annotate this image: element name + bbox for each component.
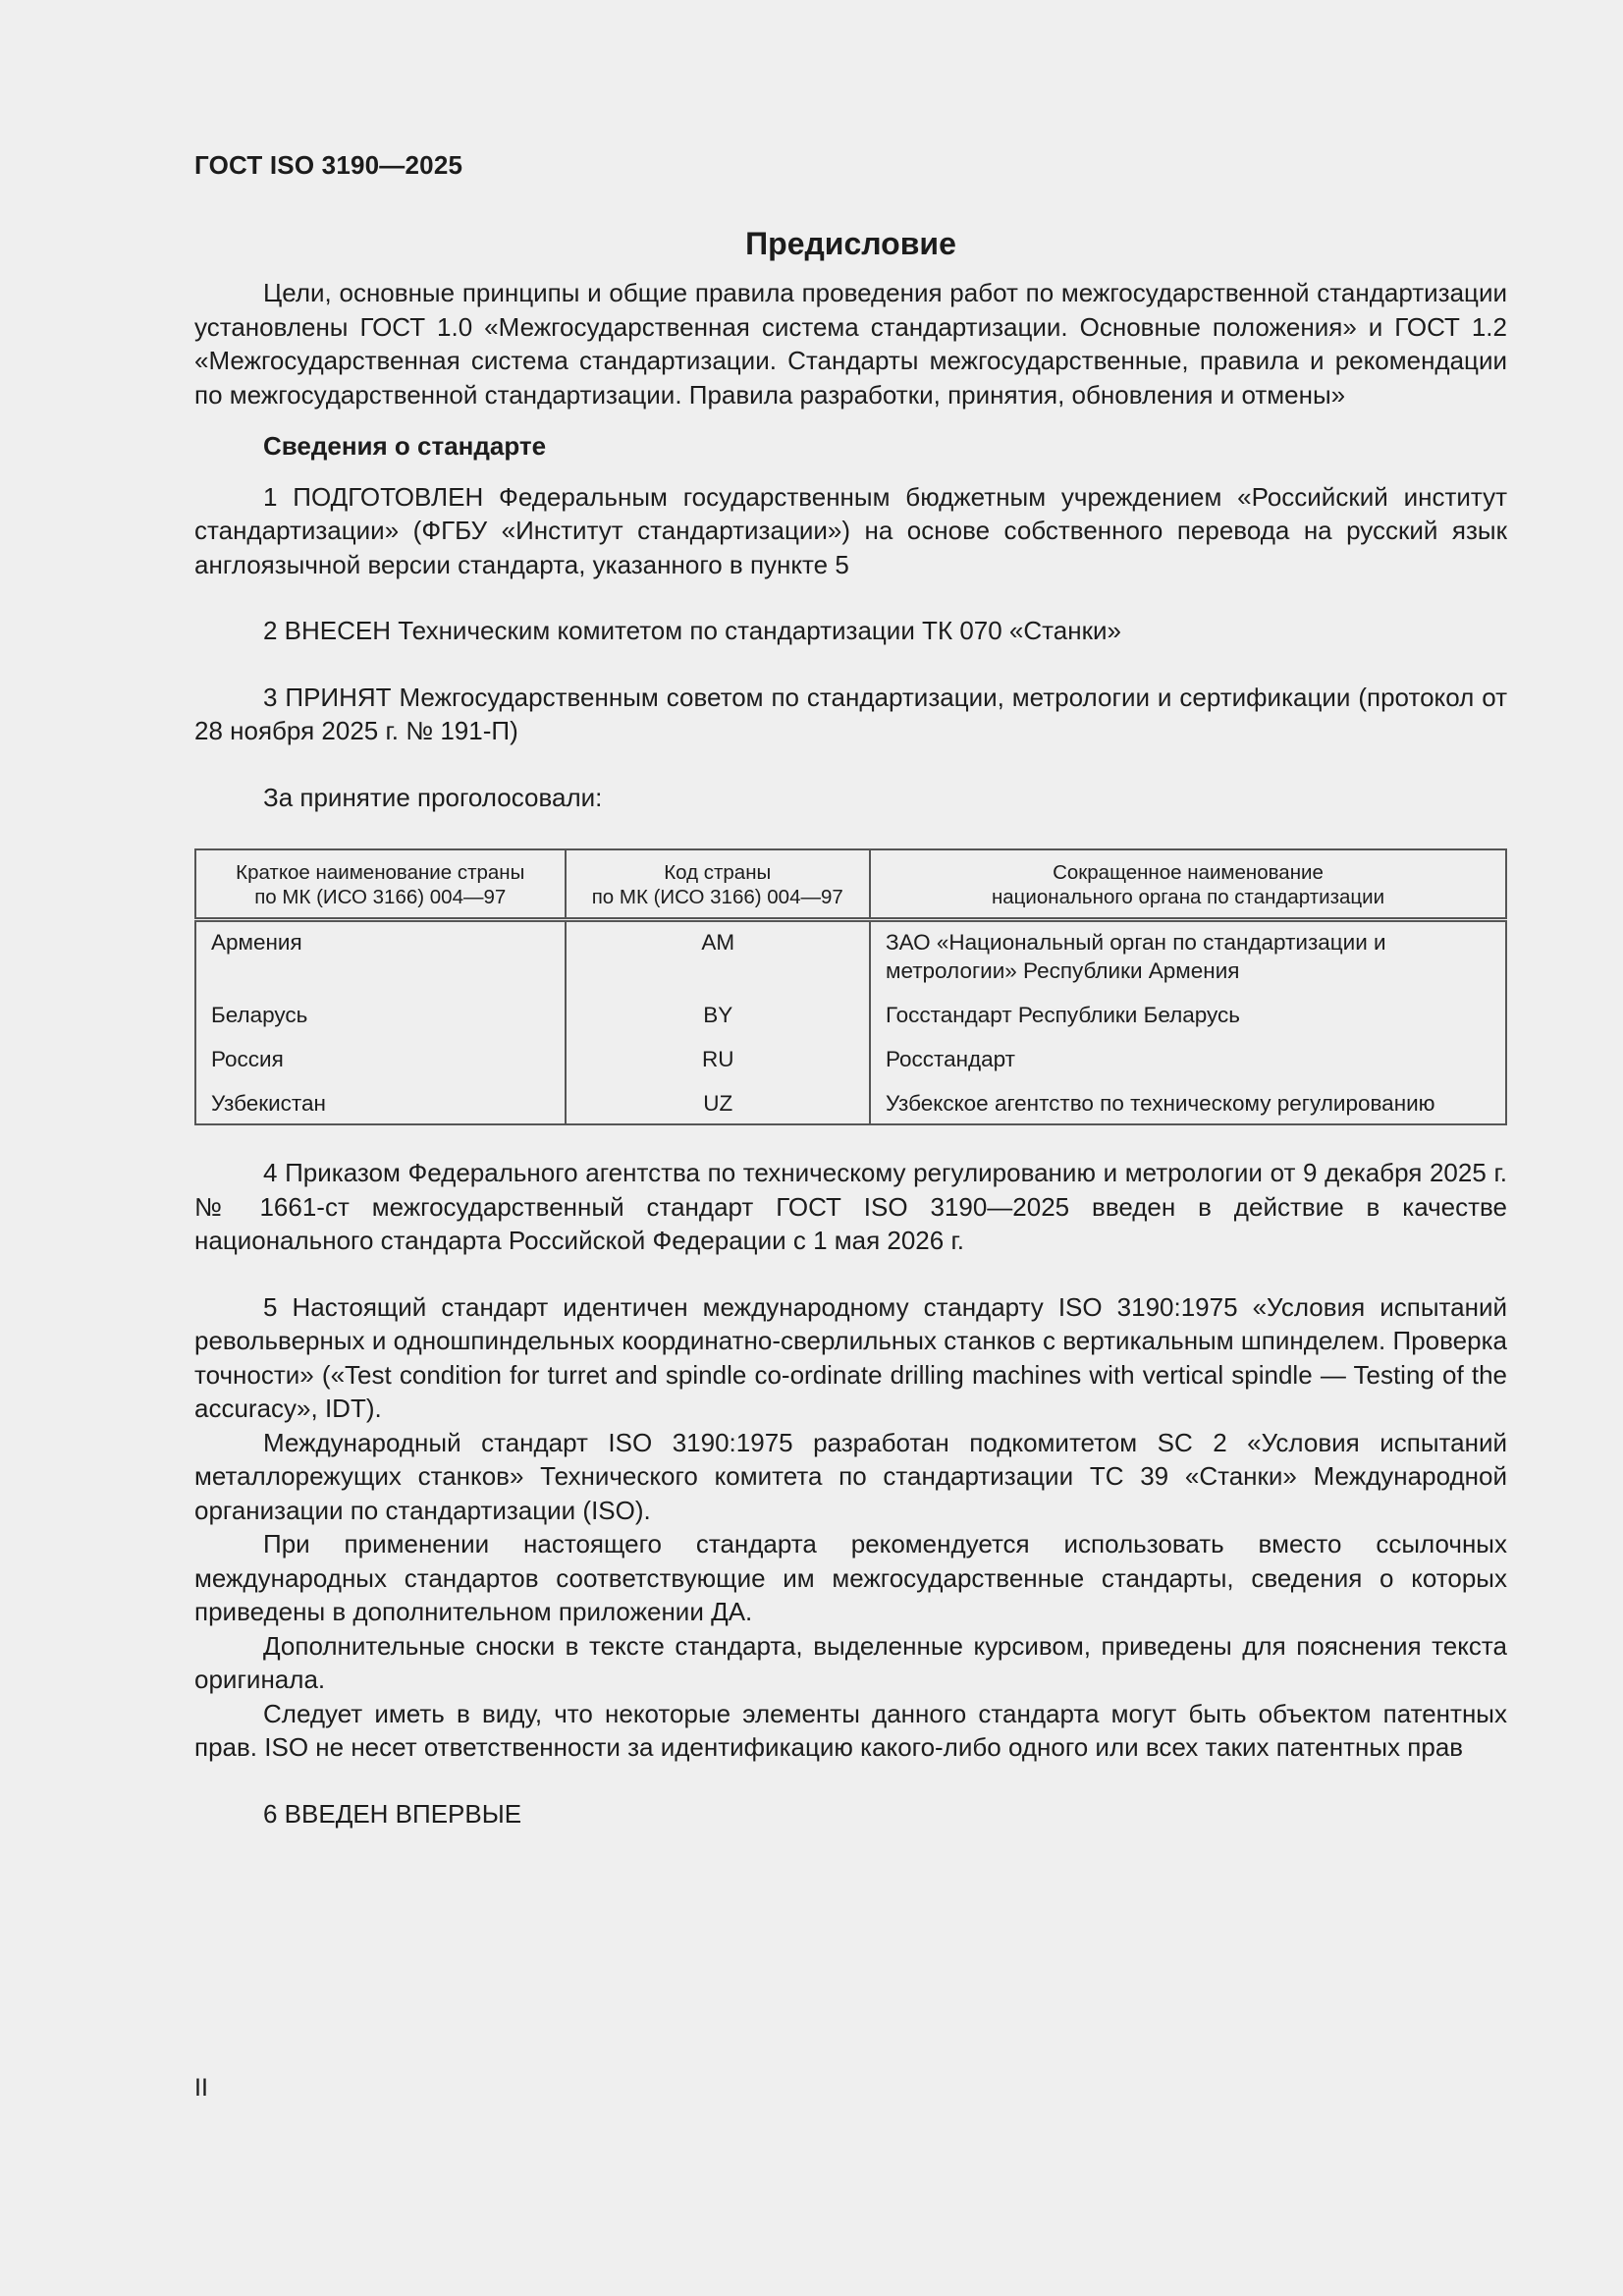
cell-code: RU [566, 1033, 870, 1077]
document-code-header: ГОСТ ISO 3190—2025 [194, 150, 463, 180]
item-5: 5 Настоящий стандарт идентичен международному стандарту ISO 3190:1975 «Условия испытаний револьверных и одношпиндельных координатно-сверлильных станков с вертикальным шпинделем. Проверка точности» («Test condition for turret and spindle co-ordinate drilling machines with vertical spindle — Testing of the accuracy», IDT). [194, 1291, 1507, 1423]
cell-country: Беларусь [195, 989, 566, 1033]
cell-body: Росстандарт [870, 1033, 1506, 1077]
header-code: Код страны по МК (ИСО 3166) 004—97 [566, 849, 870, 920]
item-1: 1 ПОДГОТОВЛЕН Федеральным государственным бюджетным учреждением «Российский институт стандартизации» (ФГБУ «Институт стандартизации») на основе собственного перевода на русский язык англоязычной версии стандарта, указанного в пункте 5 [194, 481, 1507, 579]
voted-label: За принятие проголосовали: [263, 782, 603, 812]
cell-country: Узбекистан [195, 1077, 566, 1124]
item-4: 4 Приказом Федерального агентства по техническому регулированию и метрологии от 9 декабря 2025 г. № 1661-ст межгосударственный стандарт ГОСТ ISO 3190—2025 введен в действие в качестве национального стандарта Российской Федерации с 1 мая 2026 г. [194, 1158, 1507, 1255]
item-2: 2 ВНЕСЕН Техническим комитетом по стандартизации ТК 070 «Станки» [263, 616, 1121, 645]
table-row [195, 989, 1506, 1033]
item-5-paragraph-2: Международный стандарт ISO 3190:1975 разработан подкомитетом SC 2 «Условия испытаний металлорежущих станков» Технического комитета по стандартизации ТС 39 «Станки» Международной организации по стандартизации (ISO). [194, 1427, 1507, 1525]
item-5-paragraph-5: Следует иметь в виду, что некоторые элементы данного стандарта могут быть объектом патентных прав. ISO не несет ответственности за идентификацию какого-либо одного или всех таких патентных прав [194, 1698, 1507, 1762]
item-3: 3 ПРИНЯТ Межгосударственным советом по стандартизации, метрологии и сертификации (протокол от 28 ноября 2025 г. № 191-П) [194, 682, 1507, 745]
table-row [195, 1077, 1506, 1124]
cell-code: UZ [566, 1077, 870, 1124]
cell-country: Россия [195, 1033, 566, 1077]
header-country: Краткое наименование страны по МК (ИСО 3166) 004—97 [195, 849, 566, 920]
foreword-content [194, 224, 1507, 1831]
item-6: 6 ВВЕДЕН ВПЕРВЫЕ [263, 1798, 522, 1829]
table-row [195, 1033, 1506, 1077]
page-number: II [194, 2074, 208, 2102]
item-5-paragraph-4: Дополнительные сноски в тексте стандарта, выделенные курсивом, приведены для пояснения текста оригинала. [194, 1630, 1507, 1694]
cell-body: Госстандарт Республики Беларусь [870, 989, 1506, 1033]
cell-code: AM [566, 920, 870, 990]
intro-paragraph: Цели, основные принципы и общие правила проведения работ по межгосударственной стандартизации установлены ГОСТ 1.0 «Межгосударственная система стандартизации. Основные положения» и ГОСТ 1.2 «Межгосударственная система стандартизации. Стандарты межгосударственные, правила и рекомендации по межгосударственной стандартизации. Правила разработки, принятия, обновления и отмены» [194, 278, 1507, 410]
cell-body: ЗАО «Национальный орган по стандартизации и метрологии» Республики Армения [870, 920, 1506, 990]
cell-body: Узбекское агентство по техническому регулированию [870, 1077, 1506, 1124]
page-title: Предисловие [745, 226, 956, 261]
table-row [195, 920, 1506, 990]
table-header-row [195, 849, 1506, 920]
item-5-paragraph-3: При применении настоящего стандарта рекомендуется использовать вместо ссылочных международных стандартов соответствующие им межгосударственные стандарты, сведения о которых приведены в дополнительном приложении ДА. [194, 1529, 1507, 1626]
info-heading: Сведения о стандарте [263, 431, 547, 461]
cell-code: BY [566, 989, 870, 1033]
voting-table [194, 848, 1507, 1125]
header-body: Сокращенное наименование национального органа по стандартизации [870, 849, 1506, 920]
cell-country: Армения [195, 920, 566, 990]
